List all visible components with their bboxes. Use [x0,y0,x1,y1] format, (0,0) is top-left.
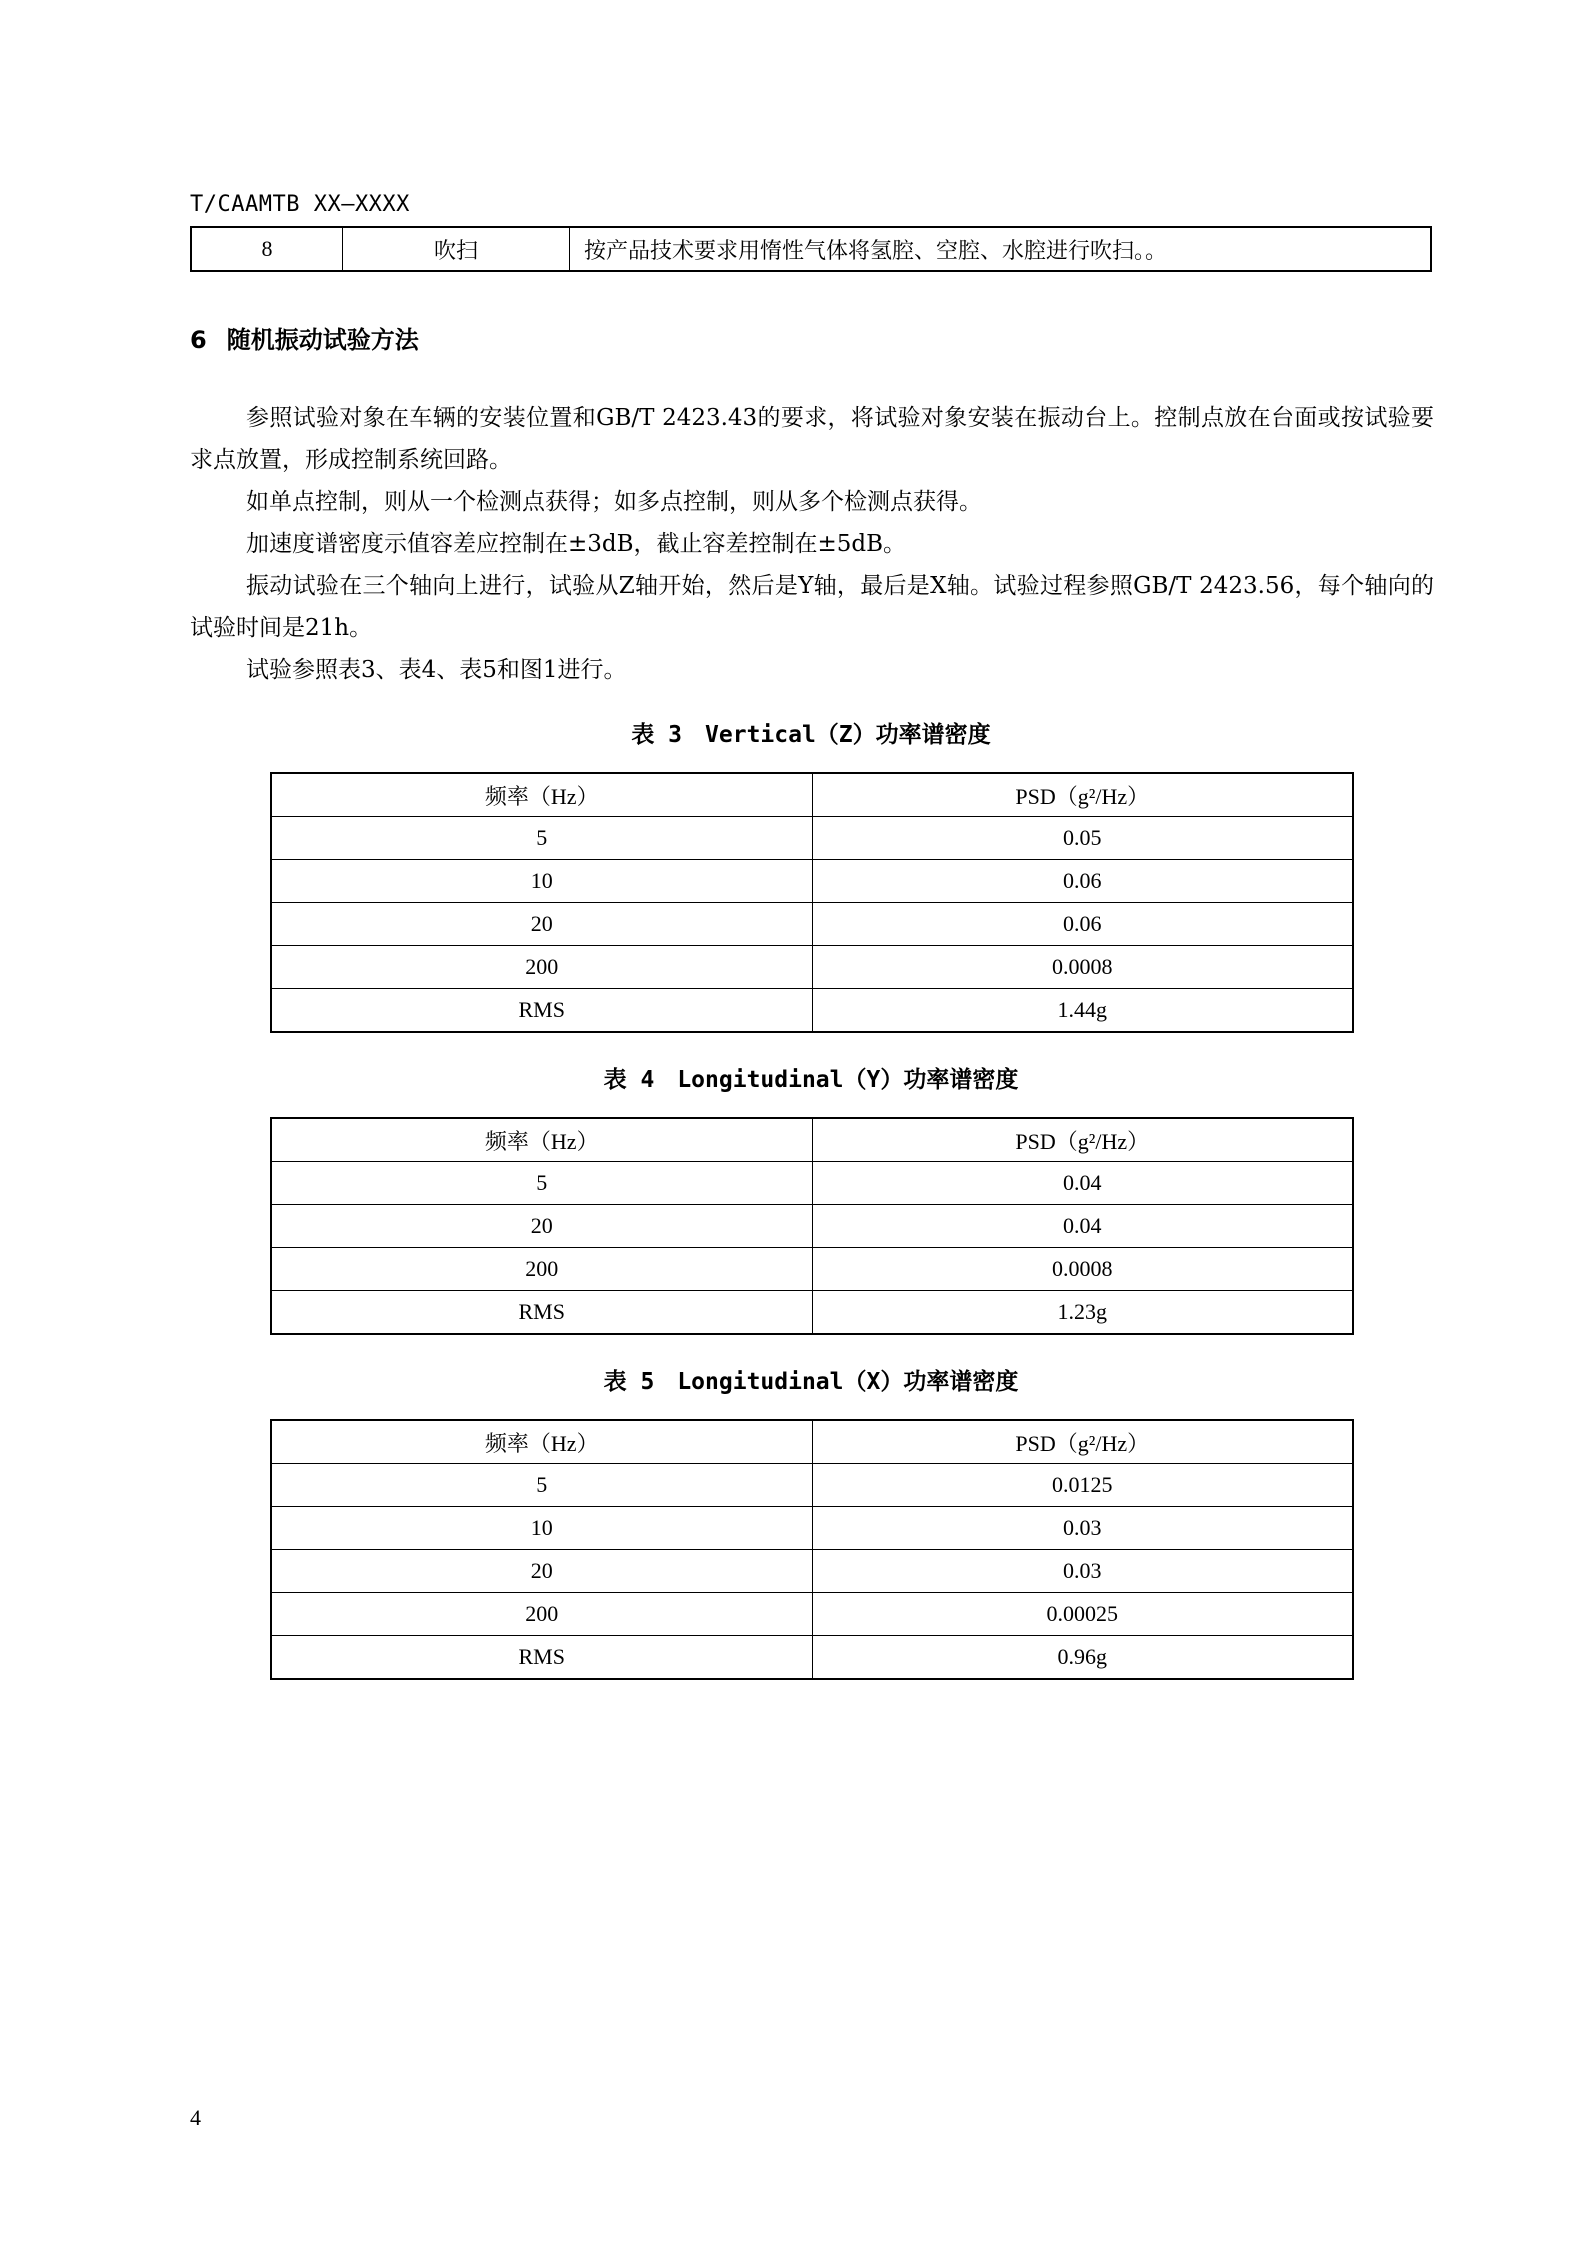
table-row [271,860,1353,903]
psd-cell: 0.04 [812,1162,1353,1205]
psd-cell: 0.00025 [812,1593,1353,1636]
psd-cell: 0.04 [812,1205,1353,1248]
step-item-cell: 吹扫 [343,227,570,271]
table-header-row [271,1420,1353,1464]
column-header: PSD（g²/Hz） [812,1420,1353,1464]
frequency-cell: RMS [271,1636,812,1680]
section-heading [190,320,419,355]
table-row [271,1291,1353,1335]
paragraph: 加速度谱密度示值容差应控制在±3dB，截止容差控制在±5dB。 [246,531,907,557]
table-row [271,1507,1353,1550]
column-header: 频率（Hz） [271,1420,812,1464]
frequency-cell: 5 [271,1464,812,1507]
column-header: 频率（Hz） [271,1118,812,1162]
psd-cell: 0.96g [812,1636,1353,1680]
psd-cell: 0.0125 [812,1464,1353,1507]
table-row [271,1593,1353,1636]
step-content-cell: 按产品技术要求用惰性气体将氢腔、空腔、水腔进行吹扫。。 [570,227,1432,271]
table-row [271,1636,1353,1680]
psd-cell: 0.03 [812,1507,1353,1550]
section-number: 6 [190,326,207,354]
table-row [191,227,1431,271]
psd-table-y [270,1117,1354,1335]
psd-table-z [270,772,1354,1033]
frequency-cell: 200 [271,1593,812,1636]
page-number: 4 [190,2105,201,2130]
frequency-cell: 5 [271,1162,812,1205]
table-header-row [271,773,1353,817]
table-caption: 表 5 Longitudinal（X）功率谱密度 [603,1369,1019,1395]
frequency-cell: 10 [271,860,812,903]
frequency-cell: 10 [271,1507,812,1550]
frequency-cell: RMS [271,1291,812,1335]
psd-cell: 0.0008 [812,946,1353,989]
table-caption: 表 4 Longitudinal（Y）功率谱密度 [603,1067,1019,1093]
table-header-row [271,1118,1353,1162]
procedure-table [190,226,1432,272]
frequency-cell: 20 [271,1205,812,1248]
frequency-cell: 200 [271,1248,812,1291]
table-row [271,1205,1353,1248]
table-row [271,903,1353,946]
psd-cell: 0.03 [812,1550,1353,1593]
paragraph: 试验参照表3、表4、表5和图1进行。 [246,657,627,683]
frequency-cell: 200 [271,946,812,989]
psd-cell: 1.23g [812,1291,1353,1335]
psd-table-x [270,1419,1354,1680]
psd-cell: 0.06 [812,903,1353,946]
table-row [271,1550,1353,1593]
table-row [271,989,1353,1033]
paragraph: 振动试验在三个轴向上进行，试验从Z轴开始，然后是Y轴，最后是X轴。试验过程参照GB/T 2423.56，每个轴向的试验时间是21h。 [190,573,1434,641]
table-row [271,1464,1353,1507]
psd-cell: 0.05 [812,817,1353,860]
frequency-cell: 20 [271,903,812,946]
psd-cell: 0.06 [812,860,1353,903]
frequency-cell: 5 [271,817,812,860]
document-code-header: T/CAAMTB XX—XXXX [190,192,410,217]
paragraph: 如单点控制，则从一个检测点获得；如多点控制，则从多个检测点获得。 [246,489,982,515]
frequency-cell: RMS [271,989,812,1033]
paragraph: 参照试验对象在车辆的安装位置和GB/T 2423.43的要求，将试验对象安装在振动台上。控制点放在台面或按试验要求点放置，形成控制系统回路。 [190,405,1434,473]
table-row [271,1162,1353,1205]
step-number-cell: 8 [191,227,343,271]
column-header: 频率（Hz） [271,773,812,817]
column-header: PSD（g²/Hz） [812,773,1353,817]
table-caption: 表 3 Vertical（Z）功率谱密度 [631,722,991,748]
table-row [271,817,1353,860]
table-row [271,946,1353,989]
column-header: PSD（g²/Hz） [812,1118,1353,1162]
psd-cell: 0.0008 [812,1248,1353,1291]
section-title: 随机振动试验方法 [226,326,419,354]
table-row [271,1248,1353,1291]
frequency-cell: 20 [271,1550,812,1593]
psd-cell: 1.44g [812,989,1353,1033]
